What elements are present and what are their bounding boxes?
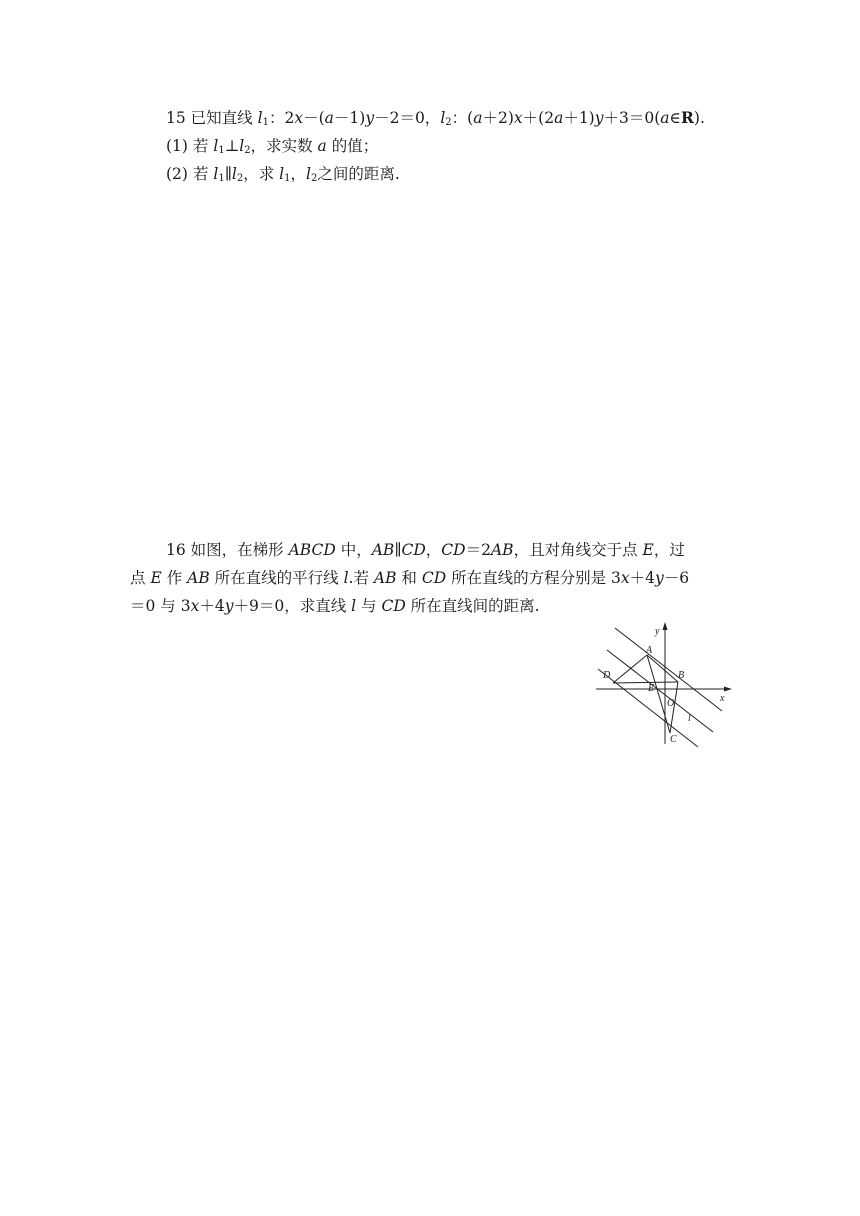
- label-o: O: [667, 698, 675, 709]
- problem-15-stem: 15 已知直线 $l_1$：2x－(a－1)y－2＝0，$l_2$：(a＋2)x＋(2a＋1)y＋3＝0(a∈R).: [166, 108, 705, 128]
- label-b: B: [678, 670, 685, 681]
- label-x: x: [720, 693, 725, 704]
- problem-number: 15: [166, 109, 186, 127]
- segment-ab: [647, 655, 678, 682]
- diagonal-ac: [647, 655, 670, 733]
- part-label: (1): [166, 137, 188, 155]
- problem-16-line-2: 点 E 作 AB 所在直线的平行线 l.若 AB 和 CD 所在直线的方程分别是 3x＋4y－6: [130, 569, 690, 587]
- problem-15-part-2: (2) 若 $l_1\parallel l_2$，求 $l_1$，$l_2$之间的距离.: [166, 165, 400, 184]
- problem-number: 16: [166, 541, 186, 559]
- problem-16-line-1: 16 如图，在梯形 ABCD 中，AB∥CD，CD＝2AB，且对角线交于点 E，过: [166, 541, 685, 559]
- problem-15-part-1: (1) 若 $l_1\perp l_2$，求实数 a 的值；: [166, 137, 379, 156]
- diagonal-db: [613, 682, 678, 683]
- y-axis-arrow: [663, 622, 668, 630]
- part-label: (2): [166, 165, 188, 183]
- label-y: y: [655, 626, 660, 637]
- label-a: A: [646, 645, 653, 656]
- label-d: D: [603, 670, 611, 681]
- x-axis-arrow: [724, 687, 732, 692]
- trapezoid-figure: [592, 620, 732, 748]
- label-e: E: [648, 683, 655, 694]
- label-c: C: [670, 734, 677, 745]
- label-l: l: [688, 713, 691, 724]
- problem-16-line-3: ＝0 与 3x＋4y＋9＝0，求直线 l 与 CD 所在直线间的距离.: [130, 597, 540, 615]
